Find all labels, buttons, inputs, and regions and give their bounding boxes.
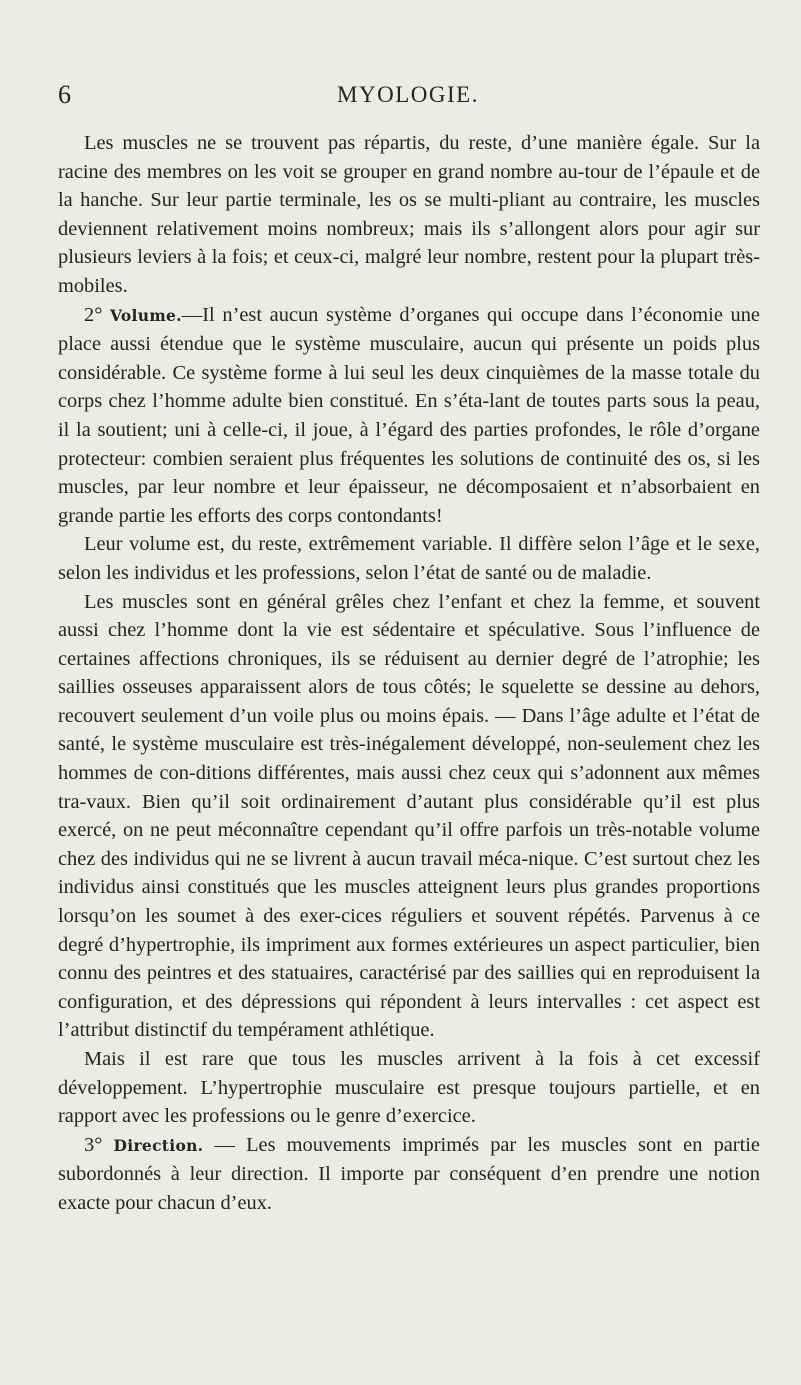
running-title: MYOLOGIE. (337, 82, 479, 107)
paragraph-muscle-development (58, 588, 760, 1046)
body-text (58, 129, 760, 1218)
paragraph-text: Les muscles ne se trouvent pas répartis, du reste, d’une manière égale. Sur la racine des membres on les voit se grouper en grand nombre au-tour de l’épaule et de la hanche. Sur leur partie terminale, les os se multi-pliant au contraire, les muscles deviennent relativement moins nombreux; mais ils s’allongent alors pour agir sur plusieurs leviers à la fois; et ceux-ci, malgré leur nombre, restent pour la plupart très-mobiles. (58, 132, 760, 297)
paragraph-volume (58, 301, 760, 531)
section-number: 2° (84, 303, 103, 326)
section-number: 3° (84, 1133, 103, 1156)
section-heading-direction: Direction. (113, 1135, 204, 1155)
paragraph-text: —Il n’est aucun système d’organes qui occupe dans l’économie une place aussi étendue que le système musculaire, aucun qui présente un poids plus considérable. Ce système forme à lui seul les deux cinquièmes de la masse totale du corps chez l’homme adulte bien constitué. En s’éta-lant de toutes parts sous la peau, il la soutient; uni à celle-ci, il joue, à l’égard des parties profondes, le rôle d’organe protecteur: combien seraient plus fréquentes les solutions de continuité des os, si les muscles, par leur nombre et leur épaisseur, ne décomposaient et n’absorbaient en grande partie les efforts des corps contondants! (58, 303, 760, 527)
paragraph-text: Les muscles sont en général grêles chez l’enfant et chez la femme, et souvent aussi chez l’homme dont la vie est sédentaire et spéculative. Sous l’influence de certaines affections chroniques, ils se réduisent au dernier degré de l’atrophie; les saillies osseuses apparaissent alors de tous côtés; le squelette se dessine au dehors, recouvert seulement d’un voile plus ou moins épais. — Dans l’âge adulte et l’état de santé, le système musculaire est très-inégalement développé, non-seulement chez les hommes de con-ditions différentes, mais aussi chez ceux qui s’adonnent aux mêmes tra-vaux. Bien qu’il soit ordinairement d’autant plus considérable qu’il est plus exercé, on ne peut méconnaître cependant qu’il offre parfois un très-notable volume chez des individus qui ne se livrent à aucun travail méca-nique. C’est surtout chez les individus ainsi constitués que les muscles atteignent leurs plus grandes proportions lorsqu’on les soumet à des exer-cices réguliers et souvent répétés. Parvenus à ce degré d’hypertrophie, ils impriment aux formes extérieures un aspect particulier, bien connu des peintres et des statuaires, caractérisé par des saillies qui en reproduisent la configuration, et des dépressions qui répondent à leurs intervalles : cet aspect est l’attribut distinctif du tempérament athlétique. (58, 590, 760, 1042)
paragraph-text: — Les mouvements imprimés par les muscles sont en partie subordonnés à leur direction. Il importe par conséquent d’en prendre une notion exacte pour chacun d’eux. (58, 1133, 760, 1214)
paragraph-direction (58, 1131, 760, 1218)
section-heading-volume: Volume. (110, 305, 182, 325)
paragraph-hypertrophy (58, 1045, 760, 1131)
paragraph-text: Mais il est rare que tous les muscles arrivent à la fois à cet excessif développement. L’hypertrophie musculaire est presque toujours partielle, et en rapport avec les professions ou le genre d’exercice. (58, 1048, 760, 1128)
page-number: 6 (58, 80, 71, 109)
paragraph-text: Leur volume est, du reste, extrêmement variable. Il diffère selon l’âge et le sexe, selon les individus et les professions, selon l’état de santé ou de maladie. (58, 533, 760, 584)
paragraph-volume-variability (58, 530, 760, 587)
page-header (58, 80, 758, 110)
paragraph-distribution (58, 129, 760, 301)
